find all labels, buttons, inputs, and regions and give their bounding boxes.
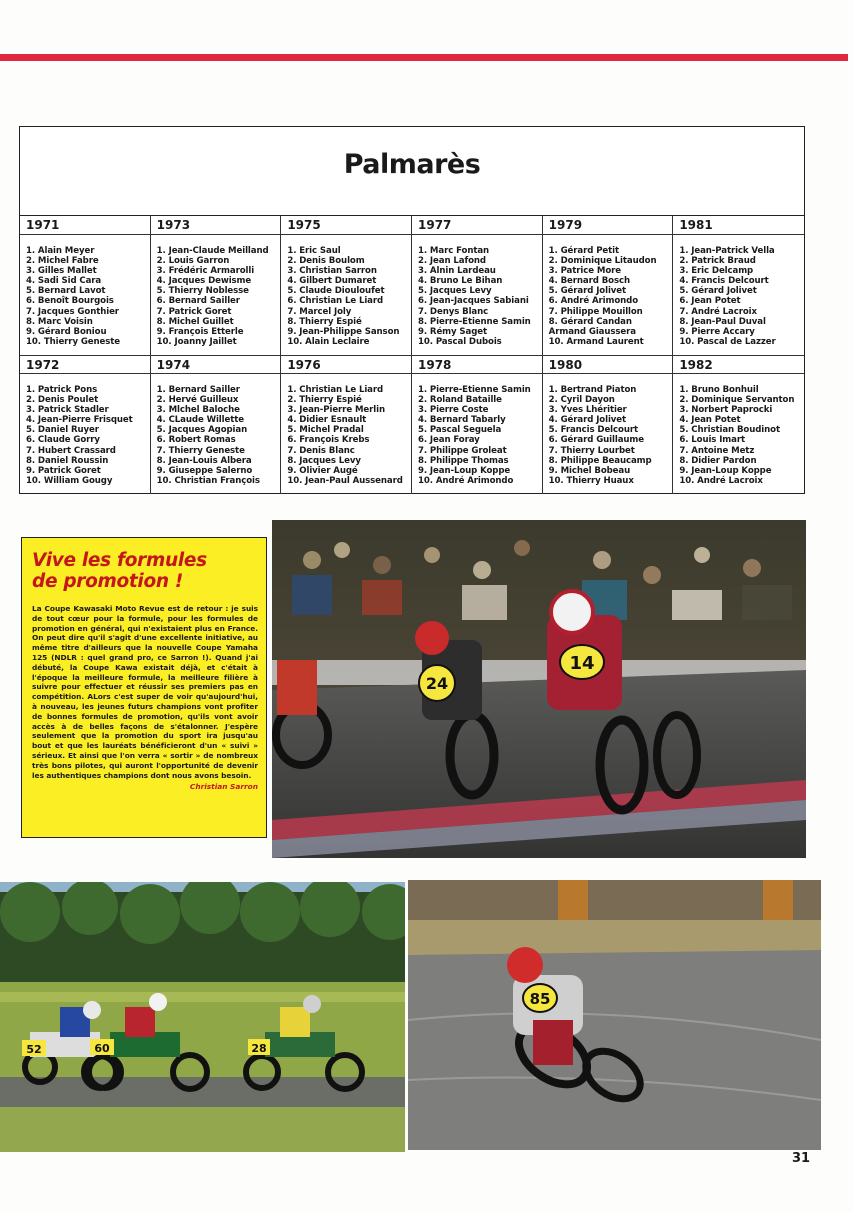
palmares-rider: 2. Michel Fabre <box>26 256 99 267</box>
sidebar-body: La Coupe Kawasaki Moto Revue est de retour : je suis de tout cœur pour la formule, pour les formules de promotion en général, qui n'existaient plus en France. On peut dire qu'il s'agit d'une excellente initiative, au même titre d'ailleurs que la nouvelle Coupe Yamaha 125 (NDLR : quel grand pro, ce Sarron !). Quand j'ai débuté, la Coupe Kawa existait déjà, et c'était à l'époque la meilleure formule, la meilleure filière à suivre pour effectuer et réussir ses premiers pas en compétition. ALors c'est super de voir qu'aujourd'hui, à nouveau, les jeunes futurs champions vont profiter de bonnes formules de promotion, qu'ils vont avoir accès à de belles façons de s'étalonner. J'espère seulement que la promotion du sport ira jusqu'au bout et que les lauréats bénéficieront d'un « suivi » sérieux. Et ainsi que l'on verra « sortir » de nombreux très bons pilotes, qui auront l'opportunité de devenir les authentiques champions dont nous avons besoin. <box>32 604 258 780</box>
palmares-rider: 6. Bernard Sailler <box>156 296 240 307</box>
palmares-rider: Armand Giaussera <box>548 326 636 337</box>
palmares-list-1977 <box>412 235 543 355</box>
palmares-rider: 4. CLaude Willette <box>156 415 244 426</box>
palmares-rider: 10. André Arimondo <box>418 475 514 486</box>
palmares-rider: 10. Pascal Dubois <box>418 336 502 347</box>
sidebar-signature: Christian Sarron <box>189 782 258 792</box>
palmares-rider: 1. Patrick Pons <box>26 385 98 395</box>
palmares-rider: 2. Roland Bataille <box>418 395 502 406</box>
palmares-year-1973: 1973 <box>151 216 282 235</box>
palmares-rider: 3. Pierre Coste <box>418 405 489 416</box>
palmares-rider: 8. Gérard Candan <box>548 316 632 327</box>
palmares-table <box>19 126 805 494</box>
palmares-rider: 2. Dominique Litaudon <box>548 256 657 267</box>
palmares-rider: 8. Michel Guillet <box>156 316 234 327</box>
palmares-rider: 4. Jean-Pierre Frisquet <box>26 415 133 426</box>
palmares-year-1971: 1971 <box>20 216 151 235</box>
palmares-rider: 1. Eric Saul <box>287 246 341 256</box>
palmares-rider: 1. Bruno Bonhuil <box>679 385 759 395</box>
top-red-rule <box>0 54 848 61</box>
palmares-rider: 6. Jean-Jacques Sabiani <box>418 296 529 307</box>
palmares-rider: 1. Christian Le Liard <box>287 385 384 395</box>
palmares-grid <box>20 215 804 493</box>
palmares-rider: 7. Hubert Crassard <box>26 445 116 456</box>
race-plate-24: 24 <box>425 674 449 693</box>
palmares-rider: 9. Jean-Loup Koppe <box>418 465 511 476</box>
palmares-rider: 8. Jean-Louis Albera <box>156 455 252 466</box>
promotion-sidebar <box>21 537 267 838</box>
palmares-rider: 3. Eric Delcamp <box>679 266 754 277</box>
palmares-year-1978: 1978 <box>412 355 543 374</box>
palmares-rider: 7. Denys Blanc <box>418 306 489 317</box>
palmares-rider: 9. Michel Bobeau <box>548 465 631 476</box>
palmares-rider: 7. Denis Blanc <box>287 445 355 456</box>
palmares-list-1971 <box>20 235 151 355</box>
palmares-list-1974 <box>151 374 282 494</box>
palmares-rider: 9. Jean-Philippe Sanson <box>287 326 400 337</box>
palmares-rider: 7. André Lacroix <box>679 306 757 317</box>
palmares-rider: 4. Jacques Dewisme <box>156 276 252 287</box>
palmares-rider: 1. Alain Meyer <box>26 246 95 256</box>
palmares-rider: 2. Louis Garron <box>156 256 230 267</box>
race-photo-main <box>272 520 806 858</box>
palmares-rider: 6. Christian Le Liard <box>287 296 384 307</box>
palmares-rider: 8. Philippe Thomas <box>418 455 509 466</box>
palmares-rider: 6. Robert Romas <box>156 435 236 446</box>
palmares-rider: 10. Thierry Huaux <box>548 475 634 486</box>
palmares-rider: 6. François Krebs <box>287 435 370 446</box>
palmares-rider: 2. Denis Poulet <box>26 395 99 406</box>
palmares-rider: 6. Louis Imart <box>679 435 746 446</box>
palmares-rider: 5. Jacques Levy <box>418 286 492 297</box>
palmares-rider: 3. Patrice More <box>548 266 621 277</box>
palmares-rider: 8. Jean-Paul Duval <box>679 316 766 327</box>
palmares-rider: 10. Alain Leclaire <box>287 336 370 347</box>
palmares-rider: 4. Didier Esnault <box>287 415 367 426</box>
palmares-rider: 3. Yves Lhéritier <box>548 405 627 416</box>
palmares-rider: 7. Jacques Gonthier <box>26 306 119 317</box>
palmares-rider: 5. Bernard Lavot <box>26 286 106 297</box>
palmares-rider: 9. Giuseppe Salerno <box>156 465 253 476</box>
palmares-rider: 1. Bernard Sailler <box>156 385 240 395</box>
palmares-year-1980: 1980 <box>543 355 674 374</box>
palmares-rider: 5. Claude Diouloufet <box>287 286 385 297</box>
palmares-list-1973 <box>151 235 282 355</box>
race-photo-corner <box>408 880 821 1150</box>
palmares-rider: 2. Denis Boulom <box>287 256 365 267</box>
palmares-rider: 7. Antoine Metz <box>679 445 755 456</box>
palmares-rider: 5. Christian Boudinot <box>679 425 780 436</box>
palmares-list-1976 <box>281 374 412 494</box>
palmares-rider: 9. Gérard Boniou <box>26 326 107 337</box>
palmares-rider: 8. Didier Pardon <box>679 455 757 466</box>
field-plate-28: 28 <box>251 1042 267 1055</box>
palmares-title: Palmarès <box>343 149 481 180</box>
palmares-year-1977: 1977 <box>412 216 543 235</box>
palmares-rider: 8. Jacques Levy <box>287 455 361 466</box>
palmares-rider: 9. Patrick Goret <box>26 465 101 476</box>
field-plate-52: 52 <box>26 1043 42 1056</box>
palmares-rider: 1. Jean-Patrick Vella <box>679 246 775 256</box>
palmares-rider: 10. Pascal de Lazzer <box>679 336 776 347</box>
field-plate-60: 60 <box>94 1042 110 1055</box>
palmares-rider: 3. Alnin Lardeau <box>418 266 496 277</box>
sidebar-title <box>32 550 258 592</box>
palmares-rider: 9. François Etterle <box>156 326 244 337</box>
sidebar-title-line1: Vive les formules <box>32 550 207 571</box>
palmares-rider: 2. Patrick Braud <box>679 256 756 267</box>
palmares-rider: 8. Daniel Roussin <box>26 455 109 466</box>
palmares-rider: 8. Pierre-Etienne Samin <box>418 316 531 327</box>
palmares-rider: 8. Marc Voisin <box>26 316 93 327</box>
palmares-rider: 9. Jean-Loup Koppe <box>679 465 772 476</box>
palmares-rider: 4. Bernard Tabarly <box>418 415 506 426</box>
palmares-rider: 3. Gilles Mallet <box>26 266 97 277</box>
palmares-rider: 10. Christian François <box>156 475 260 486</box>
sidebar-title-line2: de promotion ! <box>32 571 184 592</box>
palmares-rider: 1. Marc Fontan <box>418 246 490 256</box>
palmares-rider: 9. Pierre Accary <box>679 326 755 337</box>
palmares-list-1978 <box>412 374 543 494</box>
palmares-year-1981: 1981 <box>673 216 804 235</box>
race-photo-field <box>0 882 405 1152</box>
palmares-year-1979: 1979 <box>543 216 674 235</box>
palmares-rider: 10. Jean-Paul Aussenard <box>287 475 403 486</box>
corner-plate-85: 85 <box>529 990 551 1008</box>
palmares-list-1982 <box>673 374 804 494</box>
palmares-rider: 2. Thierry Espié <box>287 395 362 406</box>
palmares-rider: 4. Francis Delcourt <box>679 276 769 287</box>
palmares-rider: 1. Jean-Claude Meilland <box>156 246 269 256</box>
palmares-rider: 6. Jean Foray <box>418 435 480 446</box>
palmares-rider: 1. Gérard Petit <box>548 246 619 256</box>
palmares-rider: 4. Bernard Bosch <box>548 276 630 287</box>
palmares-rider: 4. Sadi Sid Cara <box>26 276 102 287</box>
palmares-rider: 5. Pascal Seguela <box>418 425 502 436</box>
palmares-rider: 6. Benoît Bourgois <box>26 296 114 307</box>
palmares-rider: 4. Gérard Jolivet <box>548 415 627 426</box>
palmares-rider: 7. Thierry Geneste <box>156 445 245 456</box>
palmares-rider: 5. Michel Pradal <box>287 425 364 436</box>
palmares-rider: 8. Philippe Beaucamp <box>548 455 652 466</box>
palmares-rider: 7. Philippe Groleat <box>418 445 507 456</box>
palmares-rider: 10. Armand Laurent <box>548 336 644 347</box>
palmares-rider: 3. Mlchel Baloche <box>156 405 240 416</box>
palmares-rider: 1. Pierre-Etienne Samin <box>418 385 531 395</box>
palmares-rider: 10. William Gougy <box>26 475 113 486</box>
palmares-rider: 6. Claude Gorry <box>26 435 100 446</box>
palmares-rider: 10. Joanny Jaillet <box>156 336 237 347</box>
palmares-rider: 10. Thierry Geneste <box>26 336 121 347</box>
palmares-year-1974: 1974 <box>151 355 282 374</box>
palmares-list-1980 <box>543 374 674 494</box>
palmares-rider: 7. Patrick Goret <box>156 306 232 317</box>
palmares-rider: 4. Gilbert Dumaret <box>287 276 377 287</box>
palmares-year-1976: 1976 <box>281 355 412 374</box>
palmares-rider: 3. Christian Sarron <box>287 266 377 277</box>
palmares-rider: 6. Gérard Guillaume <box>548 435 645 446</box>
palmares-rider: 8. Thierry Espié <box>287 316 362 327</box>
palmares-rider: 4. Jean Potet <box>679 415 741 426</box>
race-plate-14: 14 <box>569 653 595 674</box>
palmares-rider: 6. Jean Potet <box>679 296 741 307</box>
palmares-rider: 7. Marcel Joly <box>287 306 352 317</box>
palmares-rider: 5. Thierry Noblesse <box>156 286 249 297</box>
palmares-rider: 7. Thierry Lourbet <box>548 445 635 456</box>
palmares-list-1981 <box>673 235 804 355</box>
palmares-year-1975: 1975 <box>281 216 412 235</box>
palmares-rider: 1. Bertrand Piaton <box>548 385 637 395</box>
palmares-rider: 5. Gérard Jolivet <box>548 286 627 297</box>
palmares-rider: 10. André Lacroix <box>679 475 763 486</box>
palmares-rider: 6. André Arimondo <box>548 296 639 307</box>
palmares-rider: 5. Francis Delcourt <box>548 425 638 436</box>
palmares-list-1979 <box>543 235 674 355</box>
palmares-rider: 9. Rémy Saget <box>418 326 488 337</box>
palmares-rider: 9. Olivier Augé <box>287 465 358 476</box>
palmares-rider: 7. Philippe Mouillon <box>548 306 643 317</box>
palmares-rider: 2. Cyril Dayon <box>548 395 615 406</box>
palmares-rider: 3. Jean-Pierre Merlin <box>287 405 385 416</box>
palmares-rider: 5. Gérard Jolivet <box>679 286 757 297</box>
page-number: 31 <box>792 1151 811 1166</box>
palmares-list-1975 <box>281 235 412 355</box>
palmares-year-1972: 1972 <box>20 355 151 374</box>
palmares-list-1972 <box>20 374 151 494</box>
palmares-rider: 3. Frédéric Armarolli <box>156 266 255 277</box>
palmares-rider: 5. Daniel Ruyer <box>26 425 99 436</box>
palmares-rider: 3. Patrick Stadler <box>26 405 109 416</box>
palmares-rider: 5. Jacques Agopian <box>156 425 248 436</box>
palmares-rider: 2. Hervé Guilleux <box>156 395 239 406</box>
palmares-rider: 3. Norbert Paprocki <box>679 405 773 416</box>
palmares-year-1982: 1982 <box>673 355 804 374</box>
palmares-rider: 2. Dominique Servanton <box>679 395 795 406</box>
palmares-rider: 2. Jean Lafond <box>418 256 486 267</box>
palmares-rider: 4. Bruno Le Bihan <box>418 276 503 287</box>
